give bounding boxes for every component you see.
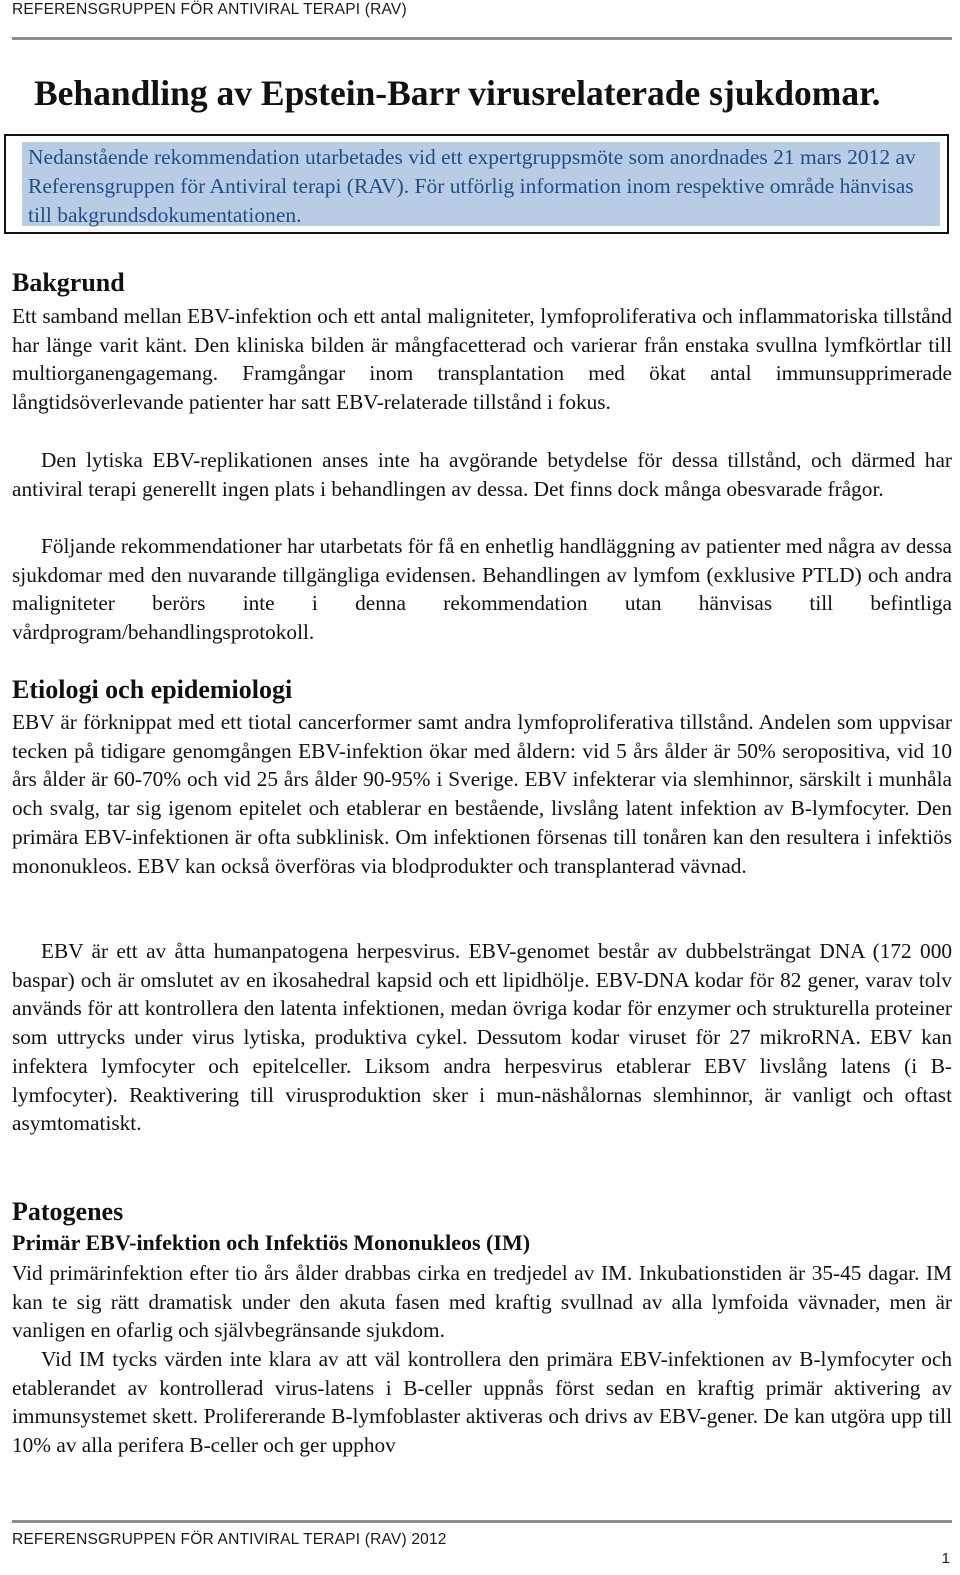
- heading-etiologi: Etiologi och epidemiologi: [12, 675, 293, 704]
- intro-text: Nedanstående rekommendation utarbetades vid ett expertgruppsmöte som anordnades 21 mars 2012 av Referensgruppen för Antiviral terapi (RAV). För utförlig information inom respektive område hänvisas till bakgrundsdokumentationen.: [28, 145, 916, 227]
- paragraph-patogenes-1: Vid primärinfektion efter tio års ålder drabbas cirka en tredjedel av IM. Inkubationstiden är 35-45 dagar. IM kan te sig rätt dramatisk under den akuta fasen med kraftig svullnad av alla lymfoida vävnader, men är vanligen en ofarlig och självbegränsande sjukdom.: [12, 1261, 952, 1343]
- footer-divider: [12, 1520, 952, 1523]
- running-header: REFERENSGRUPPEN FÖR ANTIVIRAL TERAPI (RAV): [12, 1, 407, 18]
- heading-patogenes: Patogenes: [12, 1197, 124, 1226]
- paragraph-bakgrund-2: Den lytiska EBV-replikationen anses inte ha avgörande betydelse för dessa tillstånd, och därmed har antiviral terapi generellt ingen plats i behandlingen av dessa. Det finns dock många obesvarade frågor.: [12, 448, 952, 501]
- paragraph-patogenes-2: Vid IM tycks värden inte klara av att väl kontrollera den primära EBV-infektionen av B-lymfocyter och etablerandet av kontrollerad virus-latens i B-celler uppnås först sedan en kraftig primär aktivering av immunsystemet skett. Prolifererande B-lymfoblaster aktiveras och drivs av EBV-gener. De kan utgöra upp till 10% av alla perifera B-celler och ger upphov: [12, 1347, 952, 1458]
- intro-box: [4, 134, 949, 234]
- page-number: 1: [941, 1550, 950, 1567]
- header-divider: [12, 37, 952, 40]
- paragraph-bakgrund-1: Ett samband mellan EBV-infektion och ett antal maligniteter, lymfoproliferativa och inflammatoriska tillstånd har länge varit känt. Den kliniska bilden är mångfacetterad och varierar från enstaka svullna lymfkörtlar till multiorganengagemang. Framgångar inom transplantation med ökat antal immunsupprimerade långtidsöverlevande patienter har satt EBV-relaterade tillstånd i fokus.: [12, 304, 952, 415]
- paragraph-etiologi-1: EBV är förknippat med ett tiotal cancerformer samt andra lymfoproliferativa tillstånd. Andelen som uppvisar tecken på tidigare genomgången EBV-infektion ökar med åldern: vid 5 års ålder är 50% seropositiva, vid 10 års ålder är 60-70% och vid 25 års ålder 90-95% i Sverige. EBV infekterar via slemhinnor, särskilt i munhåla och svalg, tar sig igenom epitelet och etablerar en bestående, livslång latent infektion av B-lymfocyter. Den primära EBV-infektionen är ofta subklinisk. Om infektionen försenas till tonåren kan den resultera i infektiös mononukleos. EBV kan också överföras via blodprodukter och transplanterad vävnad.: [12, 710, 952, 878]
- paragraph-bakgrund-3: Följande rekommendationer har utarbetats för få en enhetlig handläggning av patienter med några av dessa sjukdomar med den nuvarande tillgängliga evidensen. Behandlingen av lymfom (exklusive PTLD) och andra maligniteter berörs inte i denna rekommendation utan hänvisas till befintliga vårdprogram/behandlingsprotokoll.: [12, 534, 952, 645]
- document-title: Behandling av Epstein-Barr virusrelaterade sjukdomar.: [34, 73, 881, 113]
- running-footer: REFERENSGRUPPEN FÖR ANTIVIRAL TERAPI (RAV) 2012: [12, 1531, 447, 1548]
- heading-bakgrund: Bakgrund: [12, 268, 125, 297]
- paragraph-etiologi-2: EBV är ett av åtta humanpatogena herpesvirus. EBV-genomet består av dubbelsträngat DNA (172 000 baspar) och är omslutet av en ikosahedral kapsid och ett lipidhölje. EBV-DNA kodar för 82 gener, varav tolv används för att kontrollera den latenta infektionen, medan övriga kodar för enzymer och strukturella proteiner som uttrycks under virus lytiska, produktiva cykel. Dessutom kodar viruset för 27 mikroRNA. EBV kan infektera lymfocyter och epitelceller. Liksom andra herpesvirus etablerar EBV livslång latens (i B-lymfocyter). Reaktivering till virusproduktion sker i mun-näshålornas slemhinnor, är vanligt och oftast asymtomatiskt.: [12, 939, 952, 1136]
- subheading-primar-ebv: Primär EBV-infektion och Infektiös Mononukleos (IM): [12, 1230, 531, 1255]
